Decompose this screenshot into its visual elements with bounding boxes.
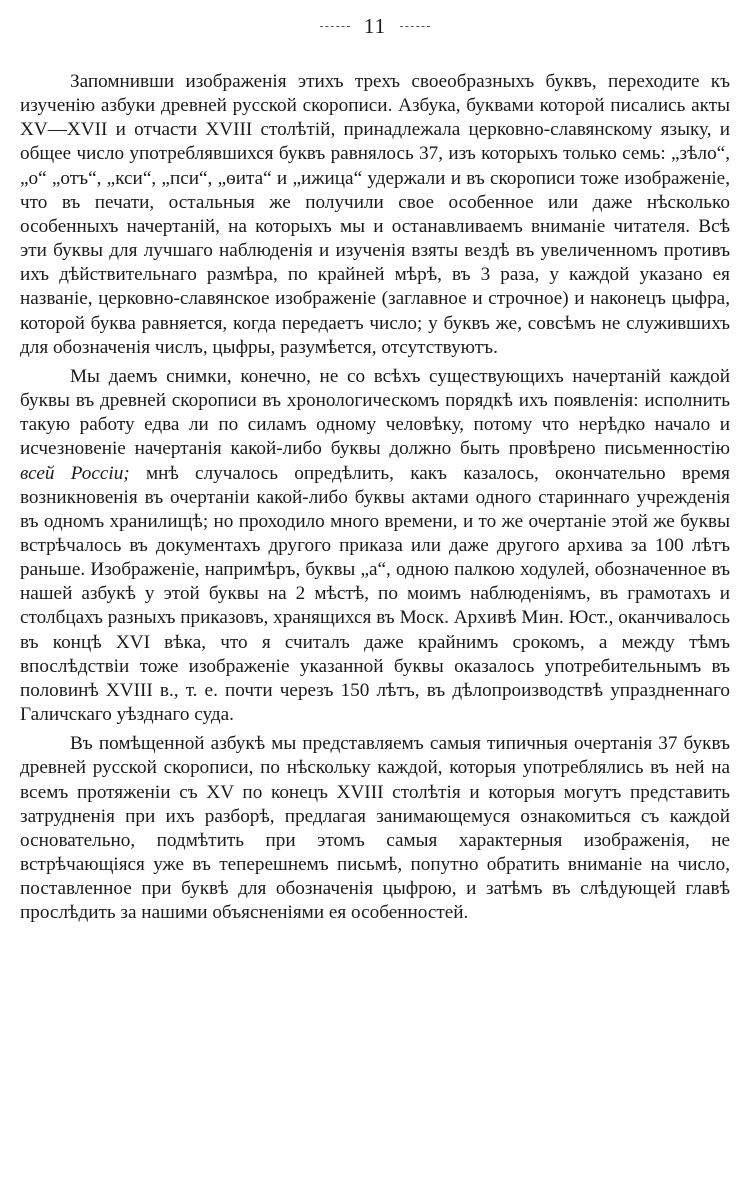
paragraph-2-end: мнѣ случалось опредѣлить, какъ казалось, окончательно время возникновенія въ очертаніи какой-либо буквы актами одного стариннаго учрежденія въ одномъ хранилищѣ; но проходило много времени, и то же очертаніе этой же буквы встрѣчалось въ документахъ другого приказа или даже другого архива за 100 лѣтъ раньше. Изображеніе, напримѣръ, буквы „а“, одною палкою ходулей, обозначенное въ нашей азбукѣ у этой буквы на 2 мѣстѣ, по моимъ наблюденіямъ, въ грамотахъ и столбцахъ разныхъ приказовъ, хранящихся въ Моск. Архивѣ Мин. Юст., оканчивалось въ концѣ XVI вѣка, что я считалъ даже крайнимъ срокомъ, а между тѣмъ впослѣдствіи тоже изображеніе указанной буквы оказалось употребительнымъ въ половинѣ XVIII в., т. е. почти черезъ 150 лѣтъ, въ дѣлопроизводствѣ упраздненнаго Галичскаго уѣзднаго суда. (20, 462, 730, 726)
body-text (20, 70, 730, 930)
header-dash-right (400, 26, 430, 27)
paragraph-3: Въ помѣщенной азбукѣ мы представляемъ самыя типичныя очертанія 37 буквъ древней русской скорописи, по нѣскольку каждой, которыя употреблялись въ ней на всемъ протяженіи съ XV по конецъ XVIII столѣтія и которыя могутъ представить затрудненія при ихъ разборѣ, предлагая занимающемуся ознакомиться съ каждой основательно, подмѣтить при этомъ самыя характерныя изображенія, не встрѣчающіяся уже въ теперешнемъ письмѣ, попутно обратить вниманіе на число, поставленное при буквѣ для обозначенія цыфрою, и затѣмъ въ слѣдующей главѣ прослѣдить за нашими объясненіями ея особенностей. (20, 733, 730, 924)
page-header (0, 14, 750, 39)
page-number: 11 (363, 14, 387, 38)
header-dash-left (320, 26, 350, 27)
paragraph-1: Запомнивши изображенія этихъ трехъ своеобразныхъ буквъ, переходите къ изученію азбуки древней русской скорописи. Азбука, буквами которой писались акты XV—XVII и отчасти XVIII столѣтій, принадлежала церковно-славянскому языку, и общее число употреблявшихся буквъ равнялось 37, изъ которыхъ только семь: „зѣло“, „о“ „отъ“, „кси“, „пси“, „ѳита“ и „ижица“ удержали и въ скорописи тоже изображеніе, что въ печати, остальныя же получили свое особенное или даже нѣсколько особенныхъ начертаній, на которыхъ мы и останавливаемъ вниманіе читателя. Всѣ эти буквы для лучшаго наблюденія и изученія взяты вездѣ въ увеличенномъ противъ ихъ дѣйствительнаго размѣра, по крайней мѣрѣ, въ 3 раза, у каждой указано ея названіе, церковно-славянское изображеніе (заглавное и строчное) и наконецъ цыфра, которой буква равняется, когда передаетъ число; у буквъ же, совсѣмъ не служившихъ для обозначенія числъ, цыфры, разумѣется, отсутствуютъ. (20, 71, 730, 358)
paragraph-2-start: Мы даемъ снимки, конечно, не со всѣхъ существующихъ начертаній каждой буквы въ древней скорописи въ хронологическомъ порядкѣ ихъ появленія: исполнить такую работу едва ли по силамъ одному человѣку, потому что нерѣдко начало и исчезновеніе начертанія какой-либо буквы должно быть провѣрено письменностію (20, 365, 730, 460)
paragraph-2-emphasis: всей Россіи; (20, 462, 130, 484)
paragraph-2 (20, 365, 730, 727)
